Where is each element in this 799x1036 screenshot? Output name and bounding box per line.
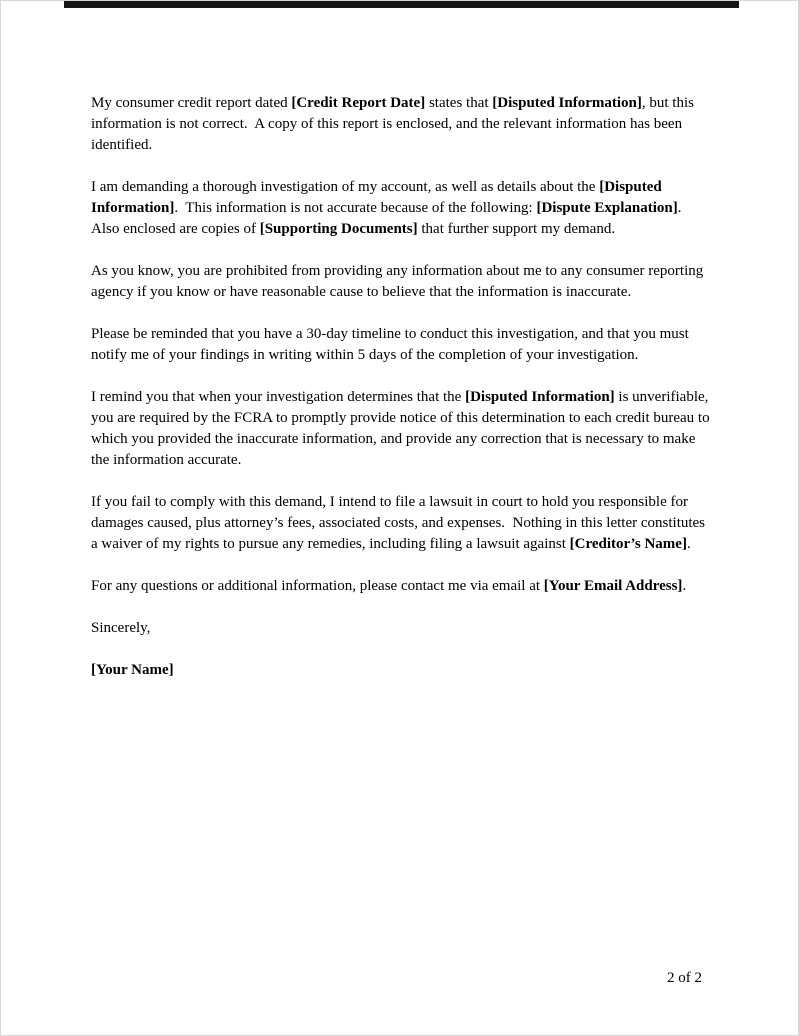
letter-paragraph	[91, 177, 713, 240]
paragraph-text: .	[686, 536, 691, 552]
paragraph-text: For any questions or additional information, please contact me via email at	[91, 578, 544, 594]
letter-paragraph	[91, 492, 713, 555]
placeholder-field: [Supporting Documents]	[259, 221, 418, 237]
paragraph-text: If you fail to comply with this demand, I intend to file a lawsuit in court to hold you responsible for damages caused, plus attorney’s fees, associated costs, and expenses. Nothing in this letter constitutes a waiver of my rights to pursue any remedies, including filing a lawsuit against	[91, 494, 709, 552]
letter-paragraphs	[91, 93, 713, 681]
placeholder-field: [Dispute Explanation]	[536, 200, 678, 216]
paragraph-text: I remind you that when your investigation determines that the	[91, 389, 466, 405]
placeholder-field: [Disputed Information]	[465, 389, 615, 405]
letter-paragraph	[91, 387, 713, 471]
paragraph-text: As you know, you are prohibited from providing any information about me to any consumer reporting agency if you know or have reasonable cause to believe that the information is inaccurate.	[91, 263, 707, 300]
letter-paragraph	[91, 576, 713, 597]
placeholder-field: [Creditor’s Name]	[569, 536, 687, 552]
paragraph-text: . Also enclosed are copies of	[91, 200, 689, 237]
placeholder-field: [Your Name]	[91, 662, 174, 678]
page-top-divider	[64, 1, 739, 8]
placeholder-field: [Your Email Address]	[543, 578, 683, 594]
paragraph-text: I am demanding a thorough investigation of my account, as well as details about the	[91, 179, 600, 195]
placeholder-field: [Disputed Information]	[91, 179, 666, 216]
letter-paragraph	[91, 324, 713, 366]
paragraph-text: . This information is not accurate because of the following:	[174, 200, 537, 216]
paragraph-text: that further support my demand.	[417, 221, 616, 237]
paragraph-text: Please be reminded that you have a 30-day timeline to conduct this investigation, and that you must notify me of your findings in writing within 5 days of the completion of your investigation.	[91, 326, 693, 363]
letter-body	[91, 93, 713, 702]
paragraph-text: .	[682, 578, 687, 594]
paragraph-text: Sincerely,	[91, 620, 151, 636]
paragraph-text: My consumer credit report dated	[91, 95, 292, 111]
letter-paragraph	[91, 660, 713, 681]
placeholder-field: [Credit Report Date]	[291, 95, 426, 111]
paragraph-text: states that	[425, 95, 493, 111]
paragraph-text: , but this information is not correct. A copy of this report is enclosed, and the relevant information has been identified.	[91, 95, 698, 153]
letter-paragraph	[91, 261, 713, 303]
paragraph-text: is unverifiable, you are required by the FCRA to promptly provide notice of this determination to each credit bureau to which you provided the inaccurate information, and provide any correction that is necessary to make the information accurate.	[91, 389, 714, 468]
letter-paragraph	[91, 93, 713, 156]
letter-paragraph	[91, 618, 713, 639]
page-number: 2 of 2	[667, 970, 702, 986]
placeholder-field: [Disputed Information]	[492, 95, 642, 111]
